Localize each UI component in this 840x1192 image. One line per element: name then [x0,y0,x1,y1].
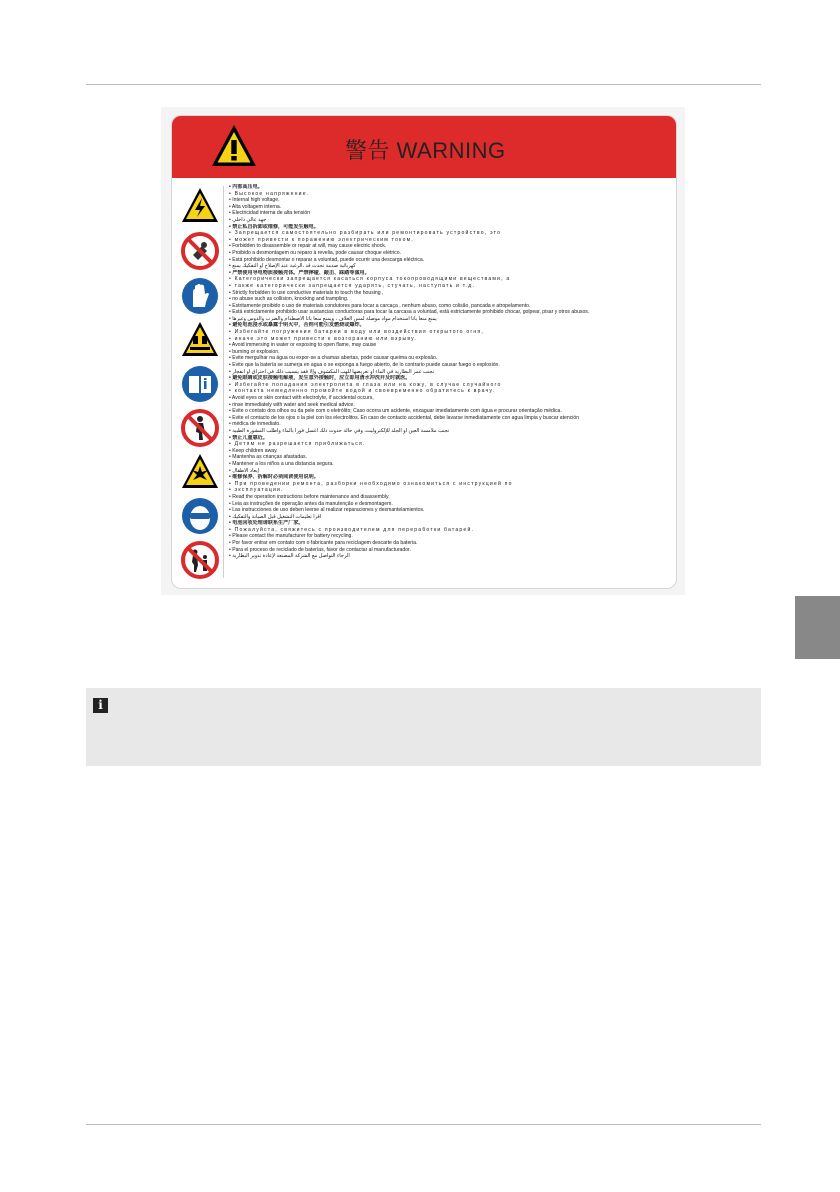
warning-line: • Mantener a los niños a una distancia segura. [229,460,334,467]
warning-line: • Por favor entrar em contato com o fabricante para reciclagem descarte da bateria. [229,540,418,547]
warning-line: • 避免电池浸水或暴露于明火中，否则可能引发燃烧或爆炸。 [229,322,365,329]
warning-line: • 避免眼睛或皮肤接触电解液，发生意外接触时，应立即用清水冲洗并及时就医。 [229,375,411,382]
warning-line: • Запрещается самостоятельно разбирать или ремонтировать устройство, это [229,230,502,237]
warning-line: • При проведении ремонта, разборки необходимо ознакомиться с инструкцией по [229,480,513,487]
eye-protection-icon [180,496,220,536]
warning-line: • إبعاد الأطفال [229,467,259,474]
warning-line: • Детям не разрешается приближаться. [229,441,366,448]
warning-line: • rinse immediately with water and seek medical advice. [229,401,355,408]
safety-sign-column [177,186,224,578]
warning-line: • 禁止私自拆卸或维修，可能发生触电。 [229,223,319,230]
warning-line: • Read the operation instructions before maintenance and disassembly. [229,493,390,500]
warning-line: • Alta voltagem interna. [229,203,282,210]
explosion-icon [180,452,220,492]
warning-line: • Высокое напряжение. [229,190,310,197]
header-rule [86,84,761,85]
warning-line: • Evite el contacto de los ojos o la piel con los electrolitos. En caso de contacto accidental, debe lavarse inmediatamente con agua limpia y buscar atención [229,414,580,421]
warning-line: • Las instrucciones de uso deben leerse al realizar reparaciones y desmantelamientos. [229,507,425,514]
read-manual-icon [180,364,220,404]
warning-line: • Keep children away. [229,447,278,454]
warning-line: • Estritamente proibido o uso de materiais condutores para tocar a carcaça , nenhum abuso, como colisão, pancada e atropelamento. [229,302,531,309]
warning-triangle-icon [209,121,259,171]
high-voltage-icon [180,186,220,226]
warning-line: • الرجاء التواصل مع الشركة المصنعة لإعادة تدوير البطارية [229,553,350,560]
warning-line: • Avoid immersing in water or exposing to open flame, may cause [229,342,377,349]
warning-header [172,116,676,178]
warning-line: • médica de inmediato. [229,421,281,428]
no-access-icon [180,408,220,448]
warning-line: • контакта немедленно промойте водой и своевременно обратитесь к врачу. [229,388,496,395]
warning-line: • جهد عالي داخلي [229,216,267,223]
warning-line: • 禁止儿童靠近。 [229,434,268,441]
warning-line: • Está estrictamente prohibido usar sustancias conductoras para tocar la carcasa a voluntad, está estrictamente prohibido chocar, golpear, pisar y otros abusos. [229,309,590,316]
warning-line: • Para el proceso de reciclado de baterías, favor de contactar al manufacturador. [229,546,411,553]
warning-line: • تجنب غمر البطارية في الماء أو تعريضها للهب المكشوف وإلا فقد يتسبب ذلك في احتراق أو انفجار [229,368,435,375]
warning-line: • эксплуатации. [229,487,284,494]
warning-line: • 电池回收处理请联系生产厂家。 [229,520,304,527]
warning-line: • Mantenha as crianças afastadas. [229,454,307,461]
warning-line: • كهربائية صدمة تحدث قد ،الرغبة عند الإصلاح أو التفكيك يمنع [229,263,356,270]
warning-line: • Please contact the manufacturer for battery recycling. [229,533,353,540]
info-icon: i [93,698,108,713]
warning-line: • иначе это может привести к возгоранию или взрыву. [229,335,417,342]
warning-line: • Electricidad interna de alta tensión [229,210,311,217]
warning-title: 警告 WARNING [345,138,506,163]
warning-line: • 维修保养、拆解时必须阅读使用说明。 [229,474,319,481]
wear-gloves-icon [180,276,220,316]
warning-line: • تجنب ملامسة العين أو الجلد للإلكتروليت، وفي حالة حدوث ذلك اغسل فورا بالماء واطلب المشورة الطبية [229,427,450,434]
warning-line: • Категорически запрещается касаться корпуса токопроводящими веществами, а [229,276,511,283]
warning-line: • Strictly forbidden to use conductive materials to touch the housing , [229,289,384,296]
warning-line: • Forbidden to disassemble or repair at will, may cause electric shock. [229,243,387,250]
warning-line: • Пожалуйста, свяжитесь с производителем для переработки батарей. [229,526,475,533]
warning-line: • Evite mergulhar na água ou expor-se a chamas abertas, pode causar queima ou explosão. [229,355,438,362]
warning-line: • Избегайте погружения батареи в воду или воздействия открытого огня, [229,329,484,336]
warning-line: • no abuse such as collision, knocking and trampling. [229,296,349,303]
warning-line: • Está prohibido desmontar o reparar a voluntad, puede ocurrir una descarga eléctrica. [229,256,425,263]
footer-rule [86,1124,761,1125]
warning-line: • 内部高压电。 [229,184,263,190]
warning-line: • burning or explosion. [229,348,280,355]
warning-line: • Proibido a desmontagem ou reparo à revelia, pode causar choque elétrico. [229,249,401,256]
warning-line: • يمنع منعا باتا استخدام مواد موصلة لمس الغلاف ، ويمنع منعا باتا الاصطدام والضرب والدوس وغيرها [229,315,437,322]
warning-line: • اقرأ تعليمات التشغيل قبل الصيانة والتفكيك [229,513,322,520]
warning-line: • Avoid eyes or skin contact with electrolyte, if accidental occurs, [229,395,374,401]
warning-line: • Избегайте попадания электролита в глаза или на кожу, в случае случайного [229,381,502,388]
warning-line: • может привести к поражению электрическим током. [229,236,414,243]
no-disassembly-icon [180,231,220,271]
corrosive-icon [180,320,220,360]
warning-line: • также категорически запрещается ударять, стучать, наступать и т.д. [229,282,476,289]
info-note-box [86,688,761,766]
warning-line: • 严禁使用导电物质接触壳体。严禁摔碰、敲击、踩踏等滥用。 [229,269,370,276]
keep-children-away-icon [180,540,220,580]
warning-label-image [161,107,685,595]
chapter-tab [795,596,840,659]
warning-label [171,115,677,589]
warning-line: • Evite o contato dos olhos ou da pele com o eletrólito; Caso ocorra um acidente, enxaguar imediatamente com água e procurar orientação médica. [229,408,562,415]
warning-line: • Leia as instruções de operação antes da manutenção e desmontagem. [229,500,393,507]
warning-text-block [229,184,671,584]
warning-line: • Internal high voltage. [229,197,280,204]
warning-line: • Evite que la batería se sumerja en agua o se exponga a fuego abierto, de lo contrario puede causar fuego o explosión. [229,362,500,369]
